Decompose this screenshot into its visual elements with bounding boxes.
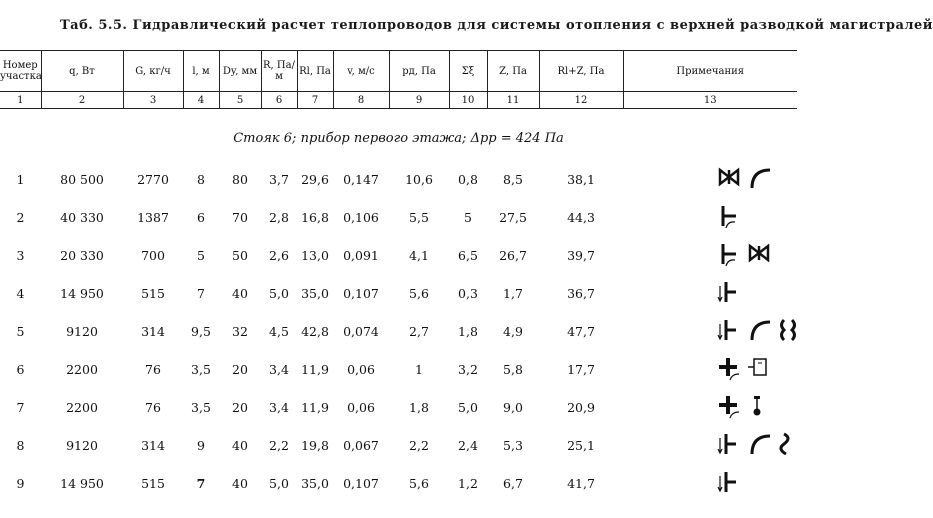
col-header-g: G, кг/ч xyxy=(123,51,183,92)
cell-friction-loss: 16,8 xyxy=(301,209,329,225)
tee-straight-icon xyxy=(717,318,743,344)
cell-specific-loss: 2,8 xyxy=(269,209,289,225)
cell-heat-load: 2200 xyxy=(66,361,98,377)
offset-icon xyxy=(777,432,803,458)
cell-loss-coefficient: 0,3 xyxy=(458,285,478,301)
cell-heat-load: 9120 xyxy=(66,437,98,453)
cell-local-loss: 1,7 xyxy=(503,285,523,301)
cell-total-loss: 39,7 xyxy=(567,247,595,263)
cell-heat-load: 20 330 xyxy=(60,247,104,263)
cell-dynamic-pressure: 5,5 xyxy=(409,209,429,225)
cell-length: 9,5 xyxy=(191,323,211,339)
cell-dynamic-pressure: 2,7 xyxy=(409,323,429,339)
cell-specific-loss: 5,0 xyxy=(269,475,289,491)
cell-dynamic-pressure: 4,1 xyxy=(409,247,429,263)
cell-notes xyxy=(623,350,797,388)
cell-length: 6 xyxy=(197,209,205,225)
col-header-r: R, Па/м xyxy=(261,51,297,92)
cell-velocity: 0,067 xyxy=(343,437,379,453)
valve-icon xyxy=(747,242,773,268)
cell-diameter: 20 xyxy=(232,361,248,377)
cell-flow-rate: 76 xyxy=(145,361,161,377)
cell-specific-loss: 3,4 xyxy=(269,361,289,377)
cell-velocity: 0,06 xyxy=(347,399,375,415)
table-header xyxy=(0,50,797,109)
tee-straight-icon xyxy=(717,470,743,496)
valve-icon xyxy=(717,166,743,192)
table-row xyxy=(0,350,797,388)
cell-velocity: 0,106 xyxy=(343,209,379,225)
cell-total-loss: 36,7 xyxy=(567,285,595,301)
cell-heat-load: 40 330 xyxy=(60,209,104,225)
double-offset-icon xyxy=(777,318,803,344)
cell-diameter: 40 xyxy=(232,437,248,453)
col-number: 3 xyxy=(123,92,183,109)
table-row xyxy=(0,198,797,236)
cell-length: 5 xyxy=(197,247,205,263)
cell-length: 7 xyxy=(197,285,205,301)
cell-flow-rate: 2770 xyxy=(137,171,169,187)
cell-specific-loss: 3,7 xyxy=(269,171,289,187)
radiator-icon xyxy=(747,356,773,382)
cell-diameter: 32 xyxy=(232,323,248,339)
cell-local-loss: 8,5 xyxy=(503,171,523,187)
cell-flow-rate: 314 xyxy=(141,437,165,453)
cell-diameter: 40 xyxy=(232,475,248,491)
cell-friction-loss: 11,9 xyxy=(301,399,329,415)
cell-total-loss: 25,1 xyxy=(567,437,595,453)
cell-flow-rate: 515 xyxy=(141,285,165,301)
cell-flow-rate: 700 xyxy=(141,247,165,263)
cell-loss-coefficient: 3,2 xyxy=(458,361,478,377)
cell-total-loss: 20,9 xyxy=(567,399,595,415)
table-row xyxy=(0,464,797,502)
elbow-icon xyxy=(747,166,773,192)
cell-dynamic-pressure: 10,6 xyxy=(405,171,433,187)
col-number: 12 xyxy=(539,92,623,109)
cell-diameter: 80 xyxy=(232,171,248,187)
cell-local-loss: 27,5 xyxy=(499,209,527,225)
col-header-pd: pд, Па xyxy=(389,51,449,92)
cell-specific-loss: 3,4 xyxy=(269,399,289,415)
table-row xyxy=(0,274,797,312)
cell-segment-number: 6 xyxy=(16,361,25,377)
cell-friction-loss: 11,9 xyxy=(301,361,329,377)
cell-specific-loss: 5,0 xyxy=(269,285,289,301)
cell-local-loss: 5,3 xyxy=(503,437,523,453)
col-number: 7 xyxy=(297,92,333,109)
cell-length: 3,5 xyxy=(191,361,211,377)
cell-length: 3,5 xyxy=(191,399,211,415)
cell-local-loss: 9,0 xyxy=(503,399,523,415)
cell-heat-load: 80 500 xyxy=(60,171,104,187)
col-number: 5 xyxy=(219,92,261,109)
table-row xyxy=(0,312,797,350)
cell-velocity: 0,091 xyxy=(343,247,379,263)
col-header-rl: Rl, Па xyxy=(297,51,333,92)
cell-velocity: 0,107 xyxy=(343,285,379,301)
cell-velocity: 0,147 xyxy=(343,171,379,187)
cell-dynamic-pressure: 2,2 xyxy=(409,437,429,453)
cell-diameter: 20 xyxy=(232,399,248,415)
cell-local-loss: 26,7 xyxy=(499,247,527,263)
col-number: 6 xyxy=(261,92,297,109)
table-row xyxy=(0,236,797,274)
cell-diameter: 70 xyxy=(232,209,248,225)
cell-friction-loss: 19,8 xyxy=(301,437,329,453)
cell-notes xyxy=(623,426,797,464)
col-header-q: q, Вт xyxy=(41,51,123,92)
col-number: 2 xyxy=(41,92,123,109)
cell-dynamic-pressure: 5,6 xyxy=(409,475,429,491)
cell-length: 8 xyxy=(197,171,205,187)
cell-length: 7 xyxy=(196,475,206,491)
cell-diameter: 40 xyxy=(232,285,248,301)
col-header-dy: Dy, мм xyxy=(219,51,261,92)
cell-flow-rate: 76 xyxy=(145,399,161,415)
cell-notes xyxy=(623,160,797,198)
cell-velocity: 0,06 xyxy=(347,361,375,377)
thermostat-valve-icon xyxy=(747,394,773,420)
cell-notes xyxy=(623,464,797,502)
cell-friction-loss: 42,8 xyxy=(301,323,329,339)
cell-heat-load: 2200 xyxy=(66,399,98,415)
cell-specific-loss: 2,6 xyxy=(269,247,289,263)
cell-loss-coefficient: 2,4 xyxy=(458,437,478,453)
cell-friction-loss: 29,6 xyxy=(301,171,329,187)
cross-icon xyxy=(717,356,743,382)
col-header-xi: Σξ xyxy=(449,51,487,92)
table-row xyxy=(0,426,797,464)
col-number: 11 xyxy=(487,92,539,109)
cell-loss-coefficient: 1,2 xyxy=(458,475,478,491)
cell-segment-number: 4 xyxy=(16,285,25,301)
cell-specific-loss: 2,2 xyxy=(269,437,289,453)
cell-flow-rate: 314 xyxy=(141,323,165,339)
col-header-notes: Примечания xyxy=(623,51,797,92)
cell-local-loss: 6,7 xyxy=(503,475,523,491)
cell-dynamic-pressure: 1,8 xyxy=(409,399,429,415)
tee-straight-icon xyxy=(717,280,743,306)
cell-local-loss: 4,9 xyxy=(503,323,523,339)
cell-total-loss: 44,3 xyxy=(567,209,595,225)
cell-notes xyxy=(623,236,797,274)
cell-segment-number: 9 xyxy=(16,475,25,491)
table-body xyxy=(0,160,797,502)
cell-notes xyxy=(623,388,797,426)
cell-velocity: 0,107 xyxy=(343,475,379,491)
cell-specific-loss: 4,5 xyxy=(269,323,289,339)
cell-friction-loss: 35,0 xyxy=(301,285,329,301)
table-row xyxy=(0,388,797,426)
col-header-l: l, м xyxy=(183,51,219,92)
cell-segment-number: 8 xyxy=(16,437,25,453)
cell-friction-loss: 35,0 xyxy=(301,475,329,491)
tee-branch-icon xyxy=(717,204,743,230)
cell-diameter: 50 xyxy=(232,247,248,263)
cell-local-loss: 5,8 xyxy=(503,361,523,377)
cell-flow-rate: 515 xyxy=(141,475,165,491)
cell-loss-coefficient: 5,0 xyxy=(458,399,478,415)
col-number: 4 xyxy=(183,92,219,109)
cell-heat-load: 9120 xyxy=(66,323,98,339)
cell-heat-load: 14 950 xyxy=(60,285,104,301)
cell-notes xyxy=(623,274,797,312)
cell-loss-coefficient: 5 xyxy=(464,209,472,225)
col-header-z: Z, Па xyxy=(487,51,539,92)
section-subtitle: Стояк 6; прибор первого этажа; Δpр = 424 Па xyxy=(233,131,564,146)
cell-dynamic-pressure: 1 xyxy=(415,361,423,377)
cell-total-loss: 47,7 xyxy=(567,323,595,339)
cell-velocity: 0,074 xyxy=(343,323,379,339)
col-number: 9 xyxy=(389,92,449,109)
col-header-sum: Rl+Z, Па xyxy=(539,51,623,92)
col-header-segment: Номер участка xyxy=(0,51,41,92)
cell-notes xyxy=(623,198,797,236)
elbow-icon xyxy=(747,318,773,344)
cell-friction-loss: 13,0 xyxy=(301,247,329,263)
cell-segment-number: 2 xyxy=(16,209,25,225)
cell-segment-number: 5 xyxy=(16,323,25,339)
cell-total-loss: 41,7 xyxy=(567,475,595,491)
cell-dynamic-pressure: 5,6 xyxy=(409,285,429,301)
table-row xyxy=(0,160,797,198)
cross-icon xyxy=(717,394,743,420)
elbow-icon xyxy=(747,432,773,458)
tee-branch-icon xyxy=(717,242,743,268)
table-title: Таб. 5.5. Гидравлический расчет теплопроводов для системы отопления с верхней разводкой магистралей xyxy=(60,18,933,33)
col-number: 10 xyxy=(449,92,487,109)
cell-segment-number: 7 xyxy=(16,399,25,415)
col-number: 1 xyxy=(0,92,41,109)
cell-segment-number: 1 xyxy=(16,171,25,187)
cell-loss-coefficient: 0,8 xyxy=(458,171,478,187)
cell-flow-rate: 1387 xyxy=(137,209,169,225)
col-header-v: v, м/с xyxy=(333,51,389,92)
cell-total-loss: 17,7 xyxy=(567,361,595,377)
cell-total-loss: 38,1 xyxy=(567,171,595,187)
col-number: 13 xyxy=(623,92,797,109)
cell-heat-load: 14 950 xyxy=(60,475,104,491)
cell-loss-coefficient: 6,5 xyxy=(458,247,478,263)
tee-straight-icon xyxy=(717,432,743,458)
cell-segment-number: 3 xyxy=(16,247,25,263)
cell-length: 9 xyxy=(197,437,205,453)
cell-loss-coefficient: 1,8 xyxy=(458,323,478,339)
col-number: 8 xyxy=(333,92,389,109)
cell-notes xyxy=(623,312,797,350)
